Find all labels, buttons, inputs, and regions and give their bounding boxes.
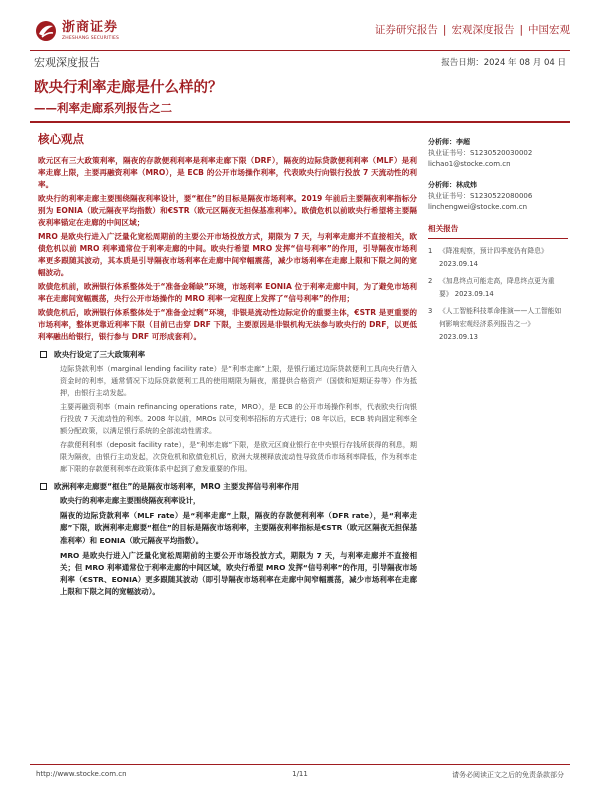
summary-paragraph: 欧债危机后，欧洲银行体系整体处于“准备金过剩”环境，非银是流动性边际定价的重要主体，€STR 是更重要的市场利率，整体更靠近利率下限（目前已击穿 DRF 下限，主要原因是非银机构无法参与欧央行的 DRF，以更低利率融出给银行，银行参与 DRF 可形成套利）。	[38, 308, 417, 341]
brand-mark-icon	[34, 20, 58, 42]
checkbox-bullet-icon	[40, 351, 47, 358]
summary-paragraph: 欧元区有三大政策利率，隔夜的存款便利利率是利率走廊下限（DRF），隔夜的边际贷款便利利率（MLF）是利率走廊上限，主要再融资利率（MRO），是 ECB 的公开市场操作利率，代表欧央行向银行投放 7 天流动性的利率。	[38, 156, 417, 189]
body-paragraph: 主要再融资利率（main refinancing operations rate，MRO），是 ECB 的公开市场操作利率，代表欧央行向银行投放 7 天流动性的利率。2008 年以前，MROs 以可变利率招标的方式进行；08 年以后，ECB 转向固定利率全额分配政策，以满足银行系统的全部流动性需求。	[60, 402, 417, 435]
analyst-name: 李超	[456, 138, 470, 146]
analyst-card	[428, 180, 568, 213]
summary-paragraph: 欧债危机前，欧洲银行体系整体处于“准备金稀缺”环境，市场利率 EONIA 位于利率走廊中间，为了避免市场利率在走廊间宽幅震荡，央行公开市场操作的 MRO 利率一定程度上发挥了“信号利率”的作用；	[38, 282, 417, 303]
section-heading-corridor	[38, 481, 417, 493]
report-category: 宏观深度报告	[34, 56, 100, 69]
footer-disclaimer: 请务必阅读正文之后的免责条款部分	[452, 771, 564, 779]
report-title: 欧央行利率走廊是什么样的？	[34, 80, 223, 96]
title-divider	[30, 121, 570, 123]
summary-heading: 核心观点	[38, 132, 84, 146]
analyst-label: 分析师：	[428, 138, 456, 146]
analyst-email[interactable]: linchengwei@stocke.com.cn	[428, 203, 528, 211]
topnav-separator: |	[519, 24, 523, 36]
body-paragraph: 存款便利利率（deposit facility rate），是“利率走廊”下限，是欧元区商业银行在中央银行存钱所获得的利息，期限为隔夜，由银行主动发起，次贷危机和欧债危机后，欧洲大规模释放流动性导致货币市场利率降低，作为利率走廊下限的存款便利利率在政策体系中起到了愈发重要的作用。	[60, 440, 417, 473]
analyst-card	[428, 137, 568, 170]
related-report-text: 《人工智能科技革命推演——人工智能如何影响宏观经济系列报告之一》 2023.09.13	[439, 307, 562, 341]
section-heading-text: 欧央行设定了三大政策利率	[54, 350, 146, 359]
brand-name-en: ZHESHANG SECURITIES	[62, 35, 120, 41]
main-column	[38, 131, 417, 599]
related-report-item[interactable]	[428, 245, 568, 271]
analyst-cert: 执业证书号：S1230520030002	[428, 149, 533, 157]
related-report-text: 《降准观察，预计四季度仍有降息》 2023.09.14	[439, 247, 548, 268]
report-subtitle: ——利率走廊系列报告之二	[34, 101, 172, 115]
analyst-label: 分析师：	[428, 181, 456, 189]
top-navigation	[375, 22, 570, 37]
topnav-item-macro-deep: 宏观深度报告	[451, 24, 515, 36]
body-paragraph: 欧央行的利率走廊主要围绕隔夜利率设计，	[60, 496, 201, 505]
footer-divider	[30, 764, 570, 765]
summary-paragraph: MRO 是欧央行进入广泛量化宽松周期前的主要公开市场投放方式，期限为 7 天，与利率走廊并不直接相关，欧债危机以前 MRO 利率通常位于利率走廊的中间。欧央行希望 MRO 发挥“信号利率”的作用，引导隔夜市场利率更多跟随其波动，其本质是引导隔夜市场利率在走廊中间窄幅震荡，减少市场利率在走廊上限和下限之间的宽幅波动。	[38, 232, 417, 277]
summary-paragraph: 欧央行的利率走廊主要围绕隔夜利率设计，要“框住”的目标是隔夜市场利率。2019 年前后主要隔夜利率指标分别为 EONIA（欧元隔夜平均指数）和€STR（欧元区隔夜无担保基准利率）。欧债危机以前欧央行希望将主要隔夜利率锚定在走廊的中间区域；	[38, 194, 417, 227]
section-heading-text: 欧洲利率走廊要“框住”的是隔夜市场利率，MRO 主要发挥信号利率作用	[54, 482, 300, 491]
related-reports-heading: 相关报告	[428, 223, 568, 239]
analyst-name: 林成炜	[456, 181, 477, 189]
analyst-email[interactable]: lichao1@stocke.com.cn	[428, 160, 511, 168]
report-date: 报告日期：2024 年 08 月 04 日	[441, 58, 566, 68]
topnav-item-research: 证券研究报告	[374, 24, 438, 36]
related-report-item[interactable]	[428, 305, 568, 344]
related-report-text: 《加息终点可能走高，降息终点更为重要》 2023.09.14	[439, 277, 555, 298]
analyst-cert: 执业证书号：S1230522080006	[428, 192, 533, 200]
body-paragraph: MRO 是欧央行进入广泛量化宽松周期前的主要公开市场投放方式，期限为 7 天，与利率走廊并不直接相关；但 MRO 利率通常位于利率走廊的中间区域，欧央行希望 MRO 发挥“信号利率”的作用，引导隔夜市场利率（€STR、EONIA）更多跟随其波动（即引导隔夜市场利率在走廊中间窄幅震荡，减少市场利率在走廊上限和下限之间的宽幅波动）。	[60, 550, 417, 597]
footer-url[interactable]: http://www.stocke.com.cn	[36, 770, 127, 778]
sidebar	[428, 137, 568, 348]
header-divider	[30, 50, 570, 51]
body-paragraph: 隔夜的边际贷款利率（MLF rate）是“利率走廊”上限，隔夜的存款便利利率（DFR rate），是“利率走廊”下限，欧洲利率走廊要“框住”的目标是隔夜市场利率，主要隔夜利率指标是€STR（欧元区隔夜无担保基准利率）和 EONIA（欧元隔夜平均指数）。	[60, 511, 417, 545]
brand-logo	[34, 18, 154, 44]
topnav-separator: |	[442, 24, 447, 36]
related-report-item[interactable]	[428, 275, 568, 301]
related-report-number: 3	[428, 307, 433, 315]
checkbox-bullet-icon	[40, 483, 47, 490]
related-report-number: 1	[428, 247, 433, 255]
brand-name-cn: 浙商证券	[62, 19, 119, 35]
related-report-number: 2	[428, 277, 433, 285]
body-paragraph: 边际贷款利率（marginal lending facility rate）是“利率走廊”上限，是银行通过边际贷款便利工具向央行借入资金时的利率，通常情况下边际贷款便利工具的使用期限为隔夜，需提供合格资产（国债和短期证券等）作为抵押，由银行主动发起。	[60, 364, 417, 397]
section-heading-policy-rates	[38, 349, 417, 361]
topnav-item-china-macro: 中国宏观	[528, 24, 570, 36]
page-number: 1/11	[292, 770, 308, 778]
